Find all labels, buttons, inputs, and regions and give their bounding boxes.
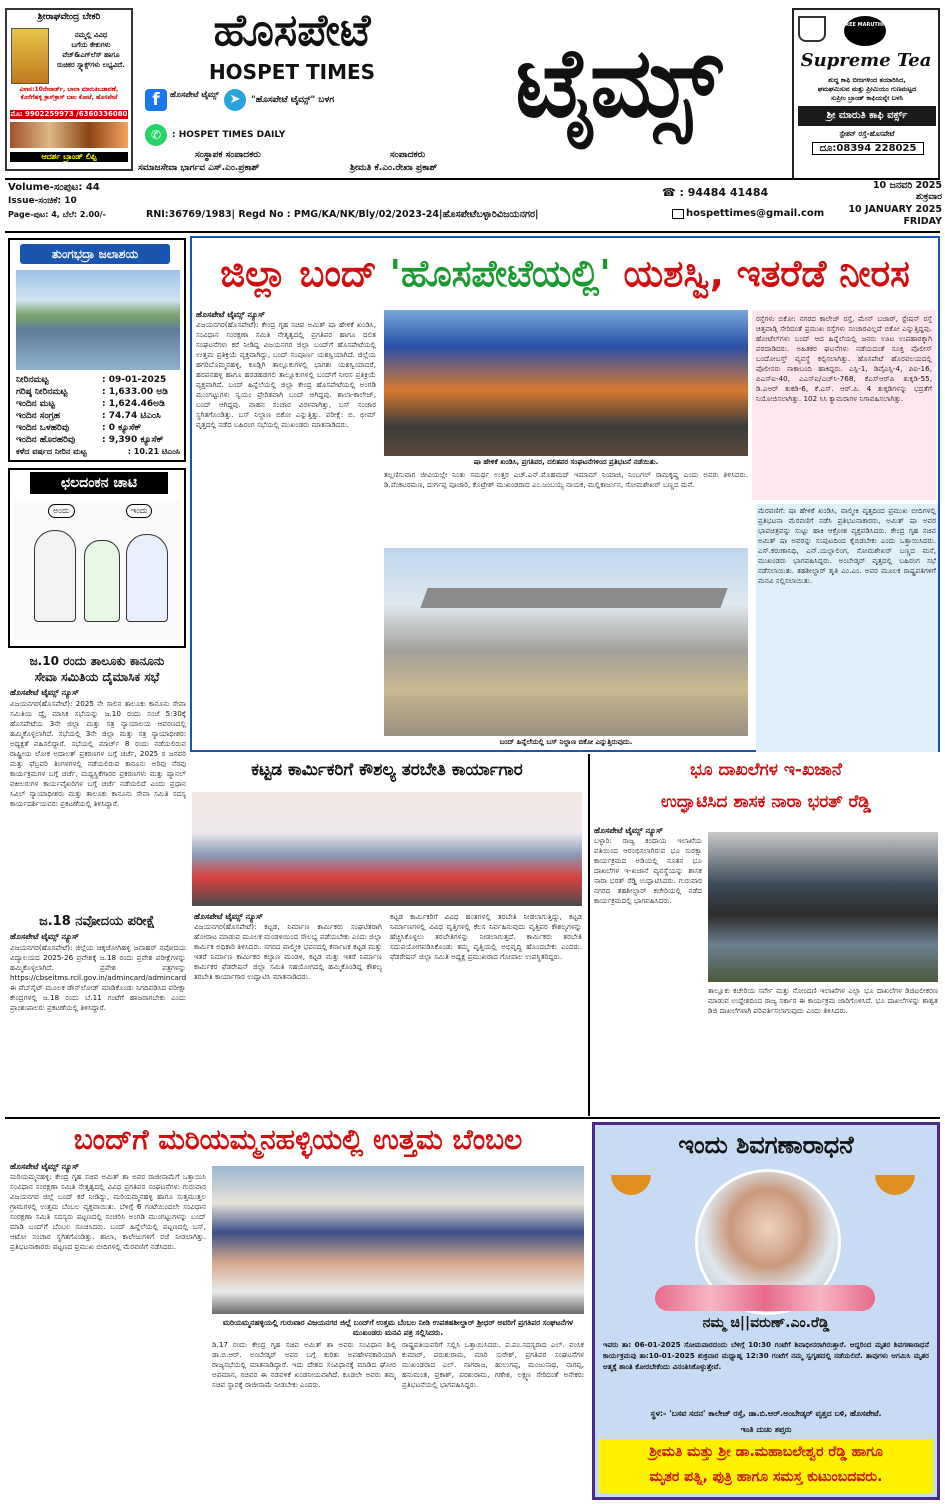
dam-photo [16,270,180,370]
lamp-icon-right [875,1175,915,1195]
tea-brand: Supreme Tea [800,50,932,71]
obituary-family-box [599,1439,933,1493]
mla-photo [708,832,938,982]
workshop-col1: ವಿಜಯನಗರ(ಹೊಸಪೇಟೆ): ಕಟ್ಟಡ, ನಿರ್ಮಾಣ ಕಾರ್ಮಿಕರು ಸಂಘಟಿತರಾಗಿ ಹೋರಾಟ ಮಾಡುವ ಮೂಲಕ ಮಂಡಳಿಯಿಂದ ಸೌಲಭ್ಯ ಪಡೆಯಬೇಕು ಎಂದು ಜಿಲ್ಲಾ ಕಾರ್ಮಿಕ ಅಧಿಕಾರಿ ತಿಳಿಸಿದರು. ನಗರದ ವಾಲ್ಮೀಕಿ ಭವನದಲ್ಲಿ ಕರ್ನಾಟಕ ಕಟ್ಟಡ ಮತ್ತು ಇತರೆ ನಿರ್ಮಾಣ ಕಾರ್ಮಿಕರ ಕಲ್ಯಾಣ ಮಂಡಳಿ, ಕಟ್ಟಡ ಮತ್ತು ಇತರೆ ನಿರ್ಮಾಣ ಕಾರ್ಮಿಕರ ಫೆಡರೇಷನ್ ಜಿಲ್ಲಾ ಸಮಿತಿ ಸಹಯೋಗದಲ್ಲಿ ಹಮ್ಮಿಕೊಂಡಿದ್ದ ಕೌಶಲ್ಯ ತರಬೇತಿ ಕಾರ್ಯಾಗಾರ ಉದ್ಘಾಟಿಸಿ ಮಾತನಾಡಿದರು. [194,922,382,981]
lead-side-bottom: ಮೆರವಣಿಗೆ: ಷಾ ಹೇಳಿಕೆ ಖಂಡಿಸಿ, ವಾಲ್ಮೀಕಿ ವೃತ್ತದಿಂದ ಪ್ರಮುಖ ಬೀದಿಗಳಲ್ಲಿ ಪ್ರತಿಭಟನಾ ಮೆರವಣಿಗೆ ನಡೆಸಿ ಪ್ರತಿಭಟನಾಕಾರರು, ಅಮಿತ್ ಷಾ ಅವರ ಭಾವಚಿತ್ರವನ್ನು ಸುಟ್ಟು ಹಾಕಿ ಆಕ್ರೋಶ ವ್ಯಕ್ತಪಡಿಸಿದರು. ಕೇಂದ್ರ ಗೃಹ ಸಚಿವ ಅಮಿತ್ ಷಾ ಅವರನ್ನು ಸಂಪುಟದಿಂದ ಕೈಬಿಡಬೇಕು ಎಂದು ಒತ್ತಾಯಿಸಿದರು. ಎಸ್‌.ಕರುಣಾನಿಧಿ, ಎನ್.ಯಲ್ಲಾಲಿಂಗ, ಸೋಮಶೇಖರ್ ಬಣ್ಣದ ಮನೆ, ಮುಖಂಡರು ಭಾಗವಹಿಸಿದ್ದರು. ಅಂಬೇಡ್ಕರ್ ವೃತ್ತದಲ್ಲಿ ಬಹಿರಂಗ ಸಭೆ ನಡೆಸಲಾಯಿತು. ತಹಶೀಲ್ದಾರ್ ಶೃತಿ ಎಂ.ಎಂ. ಅವರ ಮೂಲಕ ರಾಷ್ಟ್ರಪತಿಗಳಿಗೆ ಮನವಿ ಸಲ್ಲಿಸಲಾಯಿತು. [756,504,938,752]
tea-phone: ದೂ:08394 228025 [812,142,924,155]
lead-byline: ಹೊಸಪೇಟೆ ಟೈಮ್ಸ್ ನ್ಯೂಸ್ [196,310,265,319]
facebook-label[interactable]: ಹೊಸಪೇಟೆ ಟೈಮ್ಸ್ [170,90,219,99]
cartoon-figure-mid [84,540,120,622]
bandh2-photo [212,1166,584,1314]
workshop-byline: ಹೊಸಪೇಟೆ ಟೈಮ್ಸ್ ನ್ಯೂಸ್ [194,912,263,921]
tea-line-2: ಘಮಘಮಿಸುವ ಮತ್ತು ಪ್ರೀಮಿಯಂ ಗುಣಮಟ್ಟದ [817,85,917,93]
cartoon-speech-1: ಅಂದು [48,504,75,518]
obituary-details: ಇವರು ತಾ: 06-01-2025 ಸೋಮವಾರದಂದು ಬೆಳಿಗ್ಗೆ 10:30 ಗಂಟೆಗೆ ಶಿವಾಧೀನರಾಗಿರುತ್ತಾರೆ. ಆದ್ದರಿಂದ ಮೃತರ ಶಿವಗಣಾರಾಧನೆ ಕಾರ್ಯಕ್ರಮವು ತಾ:10-01-2025 ಶುಕ್ರವಾರ ಮಧ್ಯಾಹ್ನ 12:30 ಗಂಟೆಗೆ ನಮ್ಮ ಸ್ವಗೃಹದಲ್ಲಿ ನಡೆಯಲಿದೆ. ತಾವುಗಳು ಆಗಮಿಸಿ ಮೃತರ ಆತ್ಮಕ್ಕೆ ಶಾಂತಿ ಕೋರಬೇಕೆಂದು ವಿನಂತಿಸಿಕೊಳ್ಳುತ್ತೇವೆ. [603,1340,929,1371]
date-english: 10 JANUARY 2025 [848,204,942,215]
bandh2-col1: ಮರಿಯಮ್ಮನಹಳ್ಳಿ: ಕೇಂದ್ರ ಗೃಹ ಸಚಿವ ಅಮಿತ್ ಶಾ ಅವರ ರಾಜೀನಾಮೆಗೆ ಒತ್ತಾಯಿಸಿ ಸಂವಿಧಾನ ಸಂರಕ್ಷಣಾ ಸಮಿತಿ ನೇತೃತ್ವದಲ್ಲಿ ವಿವಿಧ ಪ್ರಗತಿಪರ ಸಂಘಟನೆಗಳು ಗುರುವಾರ ವಿಜಯನಗರ ಜಿಲ್ಲೆ ಬಂದ್ ಕರೆ ನೀಡಿದ್ದು, ಮರಿಯಮ್ಮನಹಳ್ಳಿ ಹಾಗೂ ಸುತ್ತಮುತ್ತಲ ಗ್ರಾಮಗಳಲ್ಲಿ ಉತ್ತಮ ಬೆಂಬಲ ವ್ಯಕ್ತವಾಯಿತು. ಬೆಳಿಗ್ಗೆ 6 ಗಂಟೆಯಿಂದಲೇ ಸಂವಿಧಾನ ಸಂರಕ್ಷಣಾ ಸಮಿತಿ ಸದಸ್ಯರು ಪಟ್ಟಣದಲ್ಲಿ ಸಂಚರಿಸಿ ಅಂಗಡಿ ಮುಂಗಟ್ಟುಗಳನ್ನು ಬಂದ್ ಮಾಡಿ ಬಂದ್‌ಗೆ ಬೆಂಬಲ ಸೂಚಿಸಿದರು. ಬಂದ್ ಹಿನ್ನೆಲೆಯಲ್ಲಿ ಪಟ್ಟಣದಲ್ಲಿ ಬಸ್, ಆಟೋ ಸಂಚಾರ ಸ್ಥಗಿತಗೊಂಡಿತ್ತು. ಶಾಲಾ, ಕಾಲೇಜುಗಳಿಗೆ ರಜೆ ನೀಡಲಾಗಿತ್ತು. ಪ್ರತಿಭಟನಾಕಾರರು ಪಟ್ಟಣದ ಪ್ರಮುಖ ಬೀದಿಗಳಲ್ಲಿ ಮೆರವಣಿಗೆ ನಡೆಸಿದರು. [10,1172,206,1251]
lead-headline-part1: ಜಿಲ್ಲಾ ಬಂದ್ [220,252,390,295]
mla-photo-caption: ತಾಲ್ಲೂಕು ಕಚೇರಿಯ ಸರ್ವೇ ಮತ್ತು ನೋಂದಣಿ ಇಲಾಖೆಗಳ ಎಲ್ಲಾ ಭೂ ದಾಖಲೆಗಳ ಡಿಜಿಟಲೀಕರಣ ಮಾಡುವ ಉದ್ದೇಶದಿಂದ ರಾಜ್ಯ ಸರ್ಕಾರ ಈ ಕಾರ್ಯಕ್ರಮ ಜಾರಿಗೊಳಿಸಿದೆ. ಭೂ ದಾಖಲೆಗಳನ್ನು ಶಾಶ್ವತ ಡಿಜಿ ದಾಖಲೆಗಳಾಗಿ ಪರಿವರ್ತಿಸಲಾಗುವುದು ಎಂದು ತಿಳಿಸಿದರು. [708,986,938,1015]
dam-row: ಇಂದಿನ ಹೊರಹರಿವು : 9,390 ಕ್ಯೂಸೆಕ್ [16,435,164,445]
tea-shop: ಶ್ರೀ ಮಾರುತಿ ಕಾಫಿ ವರ್ಕ್ಸ್ [798,106,936,126]
mla-headline-2: ಉದ್ಘಾಟಿಸಿದ ಶಾಸಕ ನಾರಾ ಭರತ್ ರೆಡ್ಡಿ [661,792,871,812]
navodaya-byline: ಹೊಸಪೇಟೆ ಟೈಮ್ಸ್ ನ್ಯೂಸ್ [10,932,79,941]
lead-photo-protest [384,310,748,456]
tea-address: ಸ್ಟೇಶನ್ ರಸ್ತೆ-ಹೊಸಪೇಟೆ [839,130,895,138]
lead-col2-under: ತಲ್ಲಣಿಸುವಾಗ ಜೀವಿಯಲ್ಲೇ ನಿಂತು ಸಮರ್ಥ ಉತ್ತರ ಎಚ್.ಎನ್.ಮೊಹಮದ್ ಇಮಾಮ್ ನಿಯಾಜಿ, ನಿಂಬಗಲ್ ರಾಮಕೃಷ್ಣ ಎಂದು ಅವರು ತಿಳಿಸಿದರು. ಡಿ.ವೆಂಕಟರಮಣ, ದುರ್ಗಪ್ಪ ಪೂಜಾರಿ, ಕೊಟ್ರೇಶ್ ಮುಖಂಡರಾದ ಎಂ.ಜಂಬಯ್ಯ ನಾಯಕ, ಮಲ್ಲಿಕಾರ್ಜುನ, ಸೋಮಶೇಖರ್ ಬಣ್ಣದ ಮನೆ. [384,470,748,489]
issue-label: Issue-ಸಂಚಿಕೆ: 10 [8,196,77,206]
telegram-icon[interactable]: ➤ [224,89,246,111]
masthead-english-title: HOSPET TIMES [208,60,376,84]
dam-row: ಇಂದಿನ ಮಟ್ಟ : 1,624.46ಅಡಿ [16,399,165,409]
tea-line-1: ಶುದ್ಧ ಕಾಫಿ ಬೀಜಗಳಿಂದ ತಯಾರಿಸಿದ, [828,76,906,84]
tea-line-3: ಸುಪ್ರೀಂ ಬ್ರಾಂಡ್ ಕಾಫಿಯನ್ನೇ ಬಳಸಿ [830,94,903,102]
editor-label: ಸಂಪಾದಕರು [390,150,426,160]
telegram-label[interactable]: "ಹೊಸಪೇಟೆ ಟೈಮ್ಸ್" ಬಳಗ [251,95,335,105]
bakery-title: ಶ್ರೀರಾಘವೇಂದ್ರ ಬೇಕರಿ [37,12,101,22]
bandh2-photo-caption: ಮರಿಯಮ್ಮನಹಳ್ಳಿಯಲ್ಲಿ ಗುರುವಾರ ವಿಜಯನಗರ ಜಿಲ್ಲೆ ಬಂದ್‌ಗೆ ಉತ್ತಮ ಬೆಂಬಲ ನೀಡಿ ಉಪತಹಶೀಲ್ದಾರ್ ಶ್ರೀಧರ್ ಅವರಿಗೆ ಪ್ರಗತಿಪರ ಸಂಘಟನೆಗಳ ಮುಖಂಡರು ಮನವಿ ಪತ್ರ ಸಲ್ಲಿಸಿದರು. [222,1318,574,1337]
tea-cup-icon [798,16,826,42]
bus-stand-roof [420,588,727,608]
bakery-phone: ಮೊ: 9902259973 /6360336080 [10,110,128,118]
email-address[interactable]: hospettimes@gmail.com [686,208,825,219]
bakery-line-4: ರುಚಿಕರ ಸ್ನ್ಯಾಕ್ಸ್‌ಗಳು ಲಭ್ಯವಿದೆ. [57,61,125,69]
obituary-from: ಇಂತಿ ದುಃಖ ತಪ್ತರು [740,1425,792,1434]
left-bakery-ad [5,8,133,171]
bandh2-headline: ಬಂದ್‌ಗೆ ಮರಿಯಮ್ಮನಹಳ್ಳಿಯಲ್ಲಿ ಉತ್ತಮ ಬೆಂಬಲ [73,1123,523,1156]
navodaya-headline: ಜ.18 ನವೋದಯ ಪರೀಕ್ಷೆ [39,914,155,929]
lead-headline [196,242,934,306]
bakery-brand: ಆದರ್ಶ ಬ್ರಾಂಡ್ ಲಿಪ್ಪಿ [10,152,128,162]
day-english: FRIDAY [903,216,942,227]
cartoon-figure-right [126,534,168,622]
dam-row: ಗರಿಷ್ಠ ನೀರಿನಮಟ್ಟ : 1,633.00 ಅಡಿ [16,387,168,397]
page-price-label: Page-ಪುಟ: 4, ಬೆಲೆ: 2.00/- [8,210,106,219]
dam-row: ನೀರಿನಮಟ್ಟ : 09-01-2025 [16,375,167,385]
info-rule [5,231,940,233]
lead-photo2-caption: ಬಂದ್ ಹಿನ್ನೆಲೆಯಲ್ಲಿ ಬಸ್ ನಿಲ್ದಾಣ ಬಿಕೋ ಎನ್ನುತ್ತಿರುವುದು. [499,738,633,746]
bakery-line-3: ವೆಜ್&ಎಗ್‌ಲೆಸ್ ಹಾಗೂ [62,51,120,59]
bakery-photo [11,28,49,84]
lead-headline-part3: ಯಶಸ್ವಿ, ಇತರೆಡೆ ನೀರಸ [610,252,910,295]
mla-headline-1: ಭೂ ದಾಖಲೆಗಳ ಇ-ಖಜಾನೆ [690,760,842,780]
right-tea-ad [792,8,940,180]
email-icon [672,209,684,219]
flower-garland [655,1285,875,1311]
cartoon-title: ಛಲದಂಕನ ಚಾಟಿ [30,472,168,494]
lead-photo-busstand [384,548,748,736]
masthead-rule [5,178,940,180]
mla-byline: ಹೊಸಪೇಟೆ ಟೈಮ್ಸ್ ನ್ಯೂಸ್ [594,826,663,835]
navodaya-body: ವಿಜಯನಗರ(ಹೊಸಪೇಟೆ): ಜಿಲ್ಲೆಯ ಚಿಕ್ಕಜೋಗಿಹಳ್ಳಿ ಜವಾಹರ್ ನವೋದಯ ವಿದ್ಯಾಲಯದ 2025-26 ಪ್ರವೇಶಕ್ಕೆ ಜ.18 ರಂದು ಪ್ರವೇಶ ಪರೀಕ್ಷೆಗಳನ್ನು ಹಮ್ಮಿಕೊಳ್ಳಲಾಗಿದೆ. ಪ್ರವೇಶ ಪತ್ರಗಳನ್ನು https://cbseitms.rcil.gov.in/admincard/admincard ಈ ವೆಬ್‌ಸೈಟ್ ಮೂಲಕ ಡೌನ್‌ಲೋಡ್ ಮಾಡಿಕೊಂಡು ನಿಗದಿಪಡಿಸಿದ ಪರೀಕ್ಷಾ ಕೇಂದ್ರಗಳಲ್ಲಿ ಜ.18 ರಂದು ಬೆ.11 ಗಂಟೆಗೆ ಹಾಜರಾಗಬೇಕು ಎಂದು ಪ್ರಾಂಶುಪಾಲರು ಪ್ರಕಟಣೆಯಲ್ಲಿ ತಿಳಿಸಿದ್ದಾರೆ. [10,943,186,1012]
lead-col1: ವಿಜಯನಗರ(ಹೊಸಪೇಟೆ): ಕೇಂದ್ರ ಗೃಹ ಸಚಿವ ಅಮಿತ್ ಷಾ ಹೇಳಿಕೆ ಖಂಡಿಸಿ, ಸಂವಿಧಾನ ಸಂರಕ್ಷಣಾ ಸಮಿತಿ ನೇತೃತ್ವದಲ್ಲಿ ಪ್ರಗತಿಪರ ಹಾಗೂ ದಲಿತ ಸಂಘಟನೆಗಳು ಕರೆ ನೀಡಿದ್ದ ವಿಜಯನಗರ ಜಿಲ್ಲಾ ಬಂದ್‌ಗೆ ಹೊಸಪೇಟೆಯಲ್ಲಿ ಉತ್ತಮ ಪ್ರತಿಕ್ರಿಯೆ ವ್ಯಕ್ತವಾಗಿದ್ದು, ಬಂದ್ ಸಂಪೂರ್ಣ ಯಶಸ್ವಿಯಾಗಿದೆ. ಜಿಲ್ಲೆಯ ಹಗರಿಬೊಮ್ಮನಹಳ್ಳಿ, ಕೂಡ್ಲಿಗಿ ತಾಲ್ಲೂಕುಗಳಲ್ಲಿ ಭಾಗಶಃ ಯಶಸ್ವಿಯಾದರೆ, ಹರಪನಹಳ್ಳಿ ಹಾಗೂ ಹರಡಹಡಗಲಿ ತಾಲ್ಲೂಕುಗಳಲ್ಲಿ ಬಂದ್‌ಗೆ ನೀರಸ ಪ್ರತಿಕ್ರಿಯೆ ವ್ಯಕ್ತವಾಗಿದೆ. ಬಂದ್ ಹಿನ್ನೆಲೆಯಲ್ಲಿ ಜಿಲ್ಲಾ ಕೇಂದ್ರ ಹೊಸಪೇಟೆಯಲ್ಲಿ ಅಂಗಡಿ ಮುಂಗಟ್ಟುಗಳು ಸ್ವಯಂ ಪ್ರೇರಿತವಾಗಿ ಬಂದ್ ಆಗಿದ್ದವು. ಶಾಲಾ-ಕಾಲೇಜ್, ಬಂದ್ ಆಗಿದ್ದವು. ವಾಹನ ಸಂಚಾರ ವಿರಳವಾಗಿತ್ತು, ಬಸ್ ಸಂಚಾರ ಸ್ಥಗಿತಗೊಂಡಿತ್ತು. ಬಸ್ ನಿಲ್ದಾಣ ಬಿಕೋ ಎನ್ನುತ್ತಿತ್ತು. ಪರೀಕ್ಷೆ: ಬಿ. ಭೀಮ್ ವೃತ್ತದಲ್ಲಿ ನಡೆದ ಬಹಿರಂಗ ಸಭೆಯಲ್ಲಿ ಮುಖಂಡರು ಮಾತನಾಡಿದರು. [196,320,376,429]
mla-body: ಬಳ್ಳಾರಿ: ರಾಜ್ಯ ಕಂದಾಯ ಇಲಾಖೆಯ ವತಿಯಿಂದ ಆರಂಭಿಸಲಾಗಿರುವ ಭೂ ಸುರಕ್ಷಾ ಕಾರ್ಯಕ್ರಮದ ಅಡಿಯಲ್ಲಿ ನೂತನ ಭೂ ದಾಖಲೆಗಳ ಇ-ಖಜಾನೆ ವ್ಯವಸ್ಥೆಯನ್ನು ಶಾಸಕ ನಾರಾ ಭರತ್ ರೆಡ್ಡಿ ಉದ್ಘಾಟಿಸಿದರು. ಗುರುವಾರ ನಗರದ ತಹಶೀಲ್ದಾರ್ ಕಚೇರಿಯಲ್ಲಿ ನಡೆದ ಕಾರ್ಯಕ್ರಮದಲ್ಲಿ ಭಾಗವಹಿಸಿದರು. [594,836,702,905]
bandh2-col2: ಡಿ.17 ರಂದು ಕೇಂದ್ರ ಗೃಹ ಸಚಿವ ಅಮಿತ್ ಶಾ ಅವರು ಸಂವಿಧಾನ ಶಿಲ್ಪಿ ಡಾ.ಬಿ.ಆರ್. ಅಂಬೇಡ್ಕರ್ ಅವರ ಬಗ್ಗೆ ಕುರಿತು ಅವಹೇಳನಕಾರಿಯಾಗಿ ರಾಜ್ಯಸಭೆಯಲ್ಲಿ ಮಾತನಾಡಿದ್ದಾರೆ. ಇದು ದೇಶದ ಸಂವಿಧಾನಕ್ಕೆ ಮಾಡಿದ ಘೋರ ಅಪಮಾನ, ಸಚಿವರ ಈ ನಡವಳಿಕೆ ಖಂಡನೀಯವಾಗಿದೆ. ಕೂಡಲೇ ಅವರು ತಮ್ಮ ಸಚಿವ ಸ್ಥಾನಕ್ಕೆ ರಾಜೀನಾಮೆ ನೀಡಬೇಕು ಎಂದರು. [212,1340,396,1389]
masthead-kannada-title: ಹೊಸಪೇಟೆ [213,5,371,56]
bakery-line-1: ನಮ್ಮಲ್ಲಿ ವಿವಿಧ [74,31,108,39]
day-kannada: ಶುಕ್ರವಾರ [916,192,942,202]
cartoon-box [8,468,186,648]
phone-number: ☎ : 94484 41484 [662,186,769,199]
tea-brand-top: SREE MARUTHI's [841,22,889,28]
legal-body: ವಿಜಯನಗರ(ಹೊಸಪೇಟೆ): 2025 ನೇ ಸಾಲಿನ ತಾಲೂಕು ಕಾನೂನು ಸೇವಾ ಸಮಿತಿಯ ದ್ವೈ ಮಾಸಿಕ ಸಭೆಯನ್ನು ಜ.10 ರಂದು ಸಂಜೆ 5:30ಕ್ಕೆ ಹೊಸಪೇಟೆಯ 3ನೇ ಜಿಲ್ಲಾ ಮತ್ತು ಸತ್ರ ನ್ಯಾಯಾಲಯ ಆವರಣದಲ್ಲಿ ಹಮ್ಮಿಕೊಳ್ಳಲಾಗಿದೆ. ಸಭೆಯಲ್ಲಿ 3ನೇ ಜಿಲ್ಲಾ ಮತ್ತು ಸತ್ರ ನ್ಯಾಯಾಧೀಶರು ಅಧ್ಯಕ್ಷತೆ ವಹಿಸಲಿದ್ದಾರೆ. ಸಭೆಯಲ್ಲಿ ಮಾರ್ಚ್ 8 ರಂದು ನಡೆಯಲಿರುವ ರಾಷ್ಟ್ರೀಯ ಲೋಕ ಅದಾಲತ್ ಪ್ರಕರಣಗಳ ಬಗ್ಗೆ ಚರ್ಚೆ, 2025 ರ ಜನವರಿ ಮತ್ತು ಫೆಬ್ರವರಿ ತಿಂಗಳಗಳಲ್ಲಿ ನಡೆಯಲಿರುವ ಕಾನೂನು ಅರಿವು ನೆರವು ಕಾರ್ಯಕ್ರಮಗಳ ಬಗ್ಗೆ ಚರ್ಚೆ, ಮಧ್ಯಸ್ಥಿಕೆಗಾರರ ಪ್ರಕರಣಗಳು ಮತ್ತು ಪ್ಯಾನಲ್ ವಕೀಲರುಗಳ ಕಾರ್ಯವೈಖರಿಗಳ ಬಗ್ಗೆ ಚರ್ಚೆ ನಡೆಯಲಿದೆ ಎಂದು ಪ್ರಧಾನ ಸಿವಿಲ್ ನ್ಯಾಯಾಧೀಶರು ಮತ್ತು ತಾಲೂಕು ಕಾನೂನು ಸೇವಾ ಸಮಿತಿ ಸದಸ್ಯ ಕಾರ್ಯದರ್ಶಿಯವರು ಪ್ರಕಟಣೆಯಲ್ಲಿ ತಿಳಿಸಿದ್ದಾರೆ. [10,699,186,808]
facebook-icon[interactable]: f [145,89,167,111]
bandh2-col3: ರಾಷ್ಟ್ರಪತಿಯವರಿಗೆ ಸಲ್ಲಿಸಿ ಒತ್ತಾಯಿಸಿದರು. ಪ.ಪಂ.ಸದಸ್ಯರಾದ ಎಲ್. ವಂಸಿಕ ಕುಮಾರ್, ಪರುಶುರಾಮ, ಮಾರಿ ಸುರೇಶ್, ಪ್ರಗತಿಪರ ಸಂಘಟನೆಗಳ ಮುಖಂಡರಾದ ಎಲ್. ನಾಗರಾಜ, ಹುಲುಗಪ್ಪ, ಮಂಜುನಾಥ, ನಾಗಪ್ಪ, ಹನುಮಂತ, ಪ್ರಕಾಶ್, ಪರಶುರಾಮ, ಗಣೇಶ, ಲಕ್ಷ್ಮಣ ಸೇರಿದಂತೆ ಅನೇಕರು ಪ್ರತಿಭಟನೆಯಲ್ಲಿ ಭಾಗವಹಿಸಿದ್ದರು. [402,1340,584,1389]
bakery-line-2: ಬಗೆಯ ಕೇಕುಗಳು [71,41,111,49]
tea-badge [844,16,886,46]
mla-rule [588,754,590,1116]
workshop-headline: ಕಟ್ಟಡ ಕಾರ್ಮಿಕರಿಗೆ ಕೌಶಲ್ಯ ತರಬೇತಿ ಕಾರ್ಯಾಗಾರ [251,760,523,780]
legal-byline: ಹೊಸಪೇಟೆ ಟೈಮ್ಸ್ ನ್ಯೂಸ್ [10,688,79,697]
lead-photo1-caption: ಷಾ ಹೇಳಿಕೆ ಖಂಡಿಸಿ, ಪ್ರಗತಿಪರ, ದಲಿತಪರ ಸಂಘಟನೆಗಳಿಂದ ಪ್ರತಿಭಟನೆ ನಡೆಯಿತು. [473,458,659,466]
founder-name: ಸಮಾಜಸೇವಾ ಭಾರ್ಗವ ಎಸ್.ಎಂ.ಪ್ರಕಾಶ್ [138,163,260,173]
obituary-family-2: ಮೃತರ ಪತ್ನಿ, ಪುತ್ರಿ ಹಾಗೂ ಸಮಸ್ತ ಕುಟುಂಬದವರು. [649,1469,883,1485]
lead-headline-part2: 'ಹೊಸಪೇಟೆಯಲ್ಲಿ' [389,252,611,295]
whatsapp-icon[interactable]: ✆ [145,124,167,146]
editor-name: ಶ್ರೀಮತಿ ಕೆ.ಎಂ.ರೇಖಾ ಪ್ರಕಾಶ್ [350,163,438,173]
cartoon-illustration [14,500,180,640]
registration-label: RNI:36769/1983| Regd No : PMG/KA/NK/Bly/02/2023-24|ಹೊಸಪೇಟೆಬಳ್ಳಾರಿವಿಜಯನಗರ| [146,209,539,220]
legal-headline-1: ಜ.10 ರಂದು ತಾಲೂಕು ಕಾನೂನು [29,654,165,668]
obituary-name: ನಮ್ಮ ಚಿ||ವರುಣ್.ಎಂ.ರೆಡ್ಡಿ [702,1315,830,1331]
obituary-headline: ಇಂದು ಶಿವಗಣಾರಾಧನೆ [678,1131,854,1159]
obituary-venue: ಸ್ಥಳ:- 'ಬಸವ ಸದನ' ಕಾಲೇಜ್ ರಸ್ತೆ, ಡಾ.ಬಿ.ಆರ್.ಅಂಬೇಡ್ಕರ್ ವೃತ್ತದ ಬಳಿ, ಹೊಸಪೇಟೆ. [650,1409,882,1418]
lamp-icon-left [611,1175,651,1195]
obituary-family-1: ಶ್ರೀಮತಿ ಮತ್ತು ಶ್ರೀ ಡಾ.ಮಹಾಬಲೇಶ್ವರ ರೆಡ್ಡಿ ಹಾಗೂ [649,1444,883,1460]
masthead-big-title: ಟೈಮ್ಸ್ [515,27,720,139]
lead-side-top-text: ರಸ್ತೆಗಳು ಬಿಕೋ: ನಗರದ ಕಾಲೇಜ್ ರಸ್ತೆ, ಮೇನ್ ಬಜಾರ್, ಸ್ಟೇಷನ್ ರಸ್ತೆ ಚಿತ್ತವಾಡ್ಗಿ ಸೇರಿದಂತೆ ಪ್ರಮುಖ ರಸ್ತೆಗಳು ಸಂಚಾರವಿಲ್ಲದೆ ಬಿಕೋ ಎನ್ನುತ್ತಿದ್ದವು. ಹೋಟೆಲ್‌ಗಳು ಬಂದ್ ಆದ ಹಿನ್ನೆಲೆಯಲ್ಲಿ ಜನರು ಊಟ ಉಪಹಾರಕ್ಕಾಗಿ ಪರದಾಡಿದರು. ಅಹಿತಕರ ಘಟನೆಗಳು ನಡೆಯದಂತೆ ಸೂಕ್ತ ಪೊಲೀಸ್ ಬಂದೋಬಸ್ತ್ ವ್ಯವಸ್ಥೆ ಕಲ್ಪಿಸಲಾಗಿತ್ತು. ಹೊಸಪೇಟೆ ಹೊರವಲಯದಲ್ಲಿ ಪೊಲೀಸರು ನಾಕಾಬಂದಿ ಹಾಕಿದ್ದರು. ಎಸ್ಪಿ-1, ಡಿವೈಎಸ್ಪಿ-4, ಪಿಐ-16, ಪಿಎಸ್‌ಐ-40, ಎಎಸ್‌ಐ/ಎಚ್‌ಸಿ-768, ಕೆಎಸ್‌ಆರ್‌ಪಿ ತುಕ್ಕಡಿ-55, ಡಿ.ಎಆರ್ ತುಕಡಿ-6, ಕೆ.ಎಸ್. ಆರ್.ಪಿ. 4 ತುಕ್ಕಡಿಗಳನ್ನು ಭದ್ರತೆಗೆ ನಿಯೋಜಿಸಲಾಗಿತ್ತು. 102 ಸಿಸಿ ಕ್ಯಾಮರಾಗಳ ನಿಗಾವಹಿಸಲಾಗಿತ್ತು. [756,314,932,403]
legal-headline-2: ಸೇವಾ ಸಮಿತಿಯ ದೈಮಾಸಿಕ ಸಭೆ [34,670,160,684]
dam-box [8,238,186,462]
dam-row: ಇಂದಿನ ಸಂಗ್ರಹ : 74.74 ಟಿಎಂಸಿ [16,411,161,421]
dam-row: ಇಂದಿನ ಒಳಹರಿವು : 0 ಕ್ಯೂಸೆಕ್ [16,423,142,433]
obituary-box [592,1122,940,1500]
cartoon-figure-left [34,530,76,622]
workshop-col2: ಕಟ್ಟಡ ಕಾರ್ಮಿಕರಿಗೆ ವಿವಿಧ ಹಂತಗಳಲ್ಲಿ ತರಬೇತಿ ನೀಡಲಾಗುತ್ತಿದ್ದು, ಕಟ್ಟಡ ನಿರ್ಮಾಣಗಳಲ್ಲಿ ವಿವಿಧ ವೃತ್ತಿಗಳಲ್ಲಿ ಕೆಲಸ ನಿರ್ವಹಿಸುವುದು ವೃತ್ತಿಪರ ಕೌಶಲ್ಯಗಳನ್ನು ಹೆಚ್ಚಿಸಿಕೊಳ್ಳಲು ತರಬೇತಿಗಳನ್ನು ನೀಡಲಾಗುತ್ತದೆ. ಕಾರ್ಮಿಕರು ತರಬೇತಿ ಸದುಪಯೋಗಪಡಿಸಿಕೊಂಡು ತಮ್ಮ ವೃತ್ತಿಯಲ್ಲಿ ಅಭಿವೃದ್ಧಿ ಹೊಂದಬೇಕು ಎಂದರು. ಫೆಡರೇಷನ್ ಜಿಲ್ಲಾ ಸಮಿತಿ ಅಧ್ಯಕ್ಷ ಪ್ರಮುಖರಾದ ಗೋಪಾಲ ಉಪಸ್ಥಿತರಿದ್ದರು. [390,912,582,961]
volume-label: Volume-ಸಂಪುಟ: 44 [8,182,100,193]
bandh2-byline: ಹೊಸಪೇಟೆ ಟೈಮ್ಸ್ ನ್ಯೂಸ್ [10,1162,79,1171]
cartoon-speech-2: ಇಂದು [126,504,152,518]
bakery-address: ವಿಳಾಸ:10ನೇವಾರ್ಡ್, ಬಾಲಾ ಮಾರುತಿಬಡಾವಣೆ, ಕೊರೆಗೆಹಳ್ಳಿ ಕ್ರಾಸ್‌ಕ್ರಾಸ್ ಬಾಲ ಕೋಟೆ, ಹೊಸಪೇಟೆ [19,86,119,101]
dam-row: ಕಳೆದ ವರ್ಷದ ನೀರಿನ ಮಟ್ಟ : 10.21 ಟಿಎಂಸಿ [16,447,180,456]
whatsapp-label[interactable]: : HOSPET TIMES DAILY [172,130,286,140]
date-kannada: 10 ಜನವರಿ 2025 [872,180,942,191]
workshop-photo [192,792,582,906]
founder-label: ಸಂಸ್ಥಾಪಕ ಸಂಪಾದಕರು [195,150,261,160]
bakery-cakes-image [10,122,128,148]
dam-title: ತುಂಗಭದ್ರಾ ಜಲಾಶಯ [20,244,170,264]
lead-side-top [752,310,936,500]
